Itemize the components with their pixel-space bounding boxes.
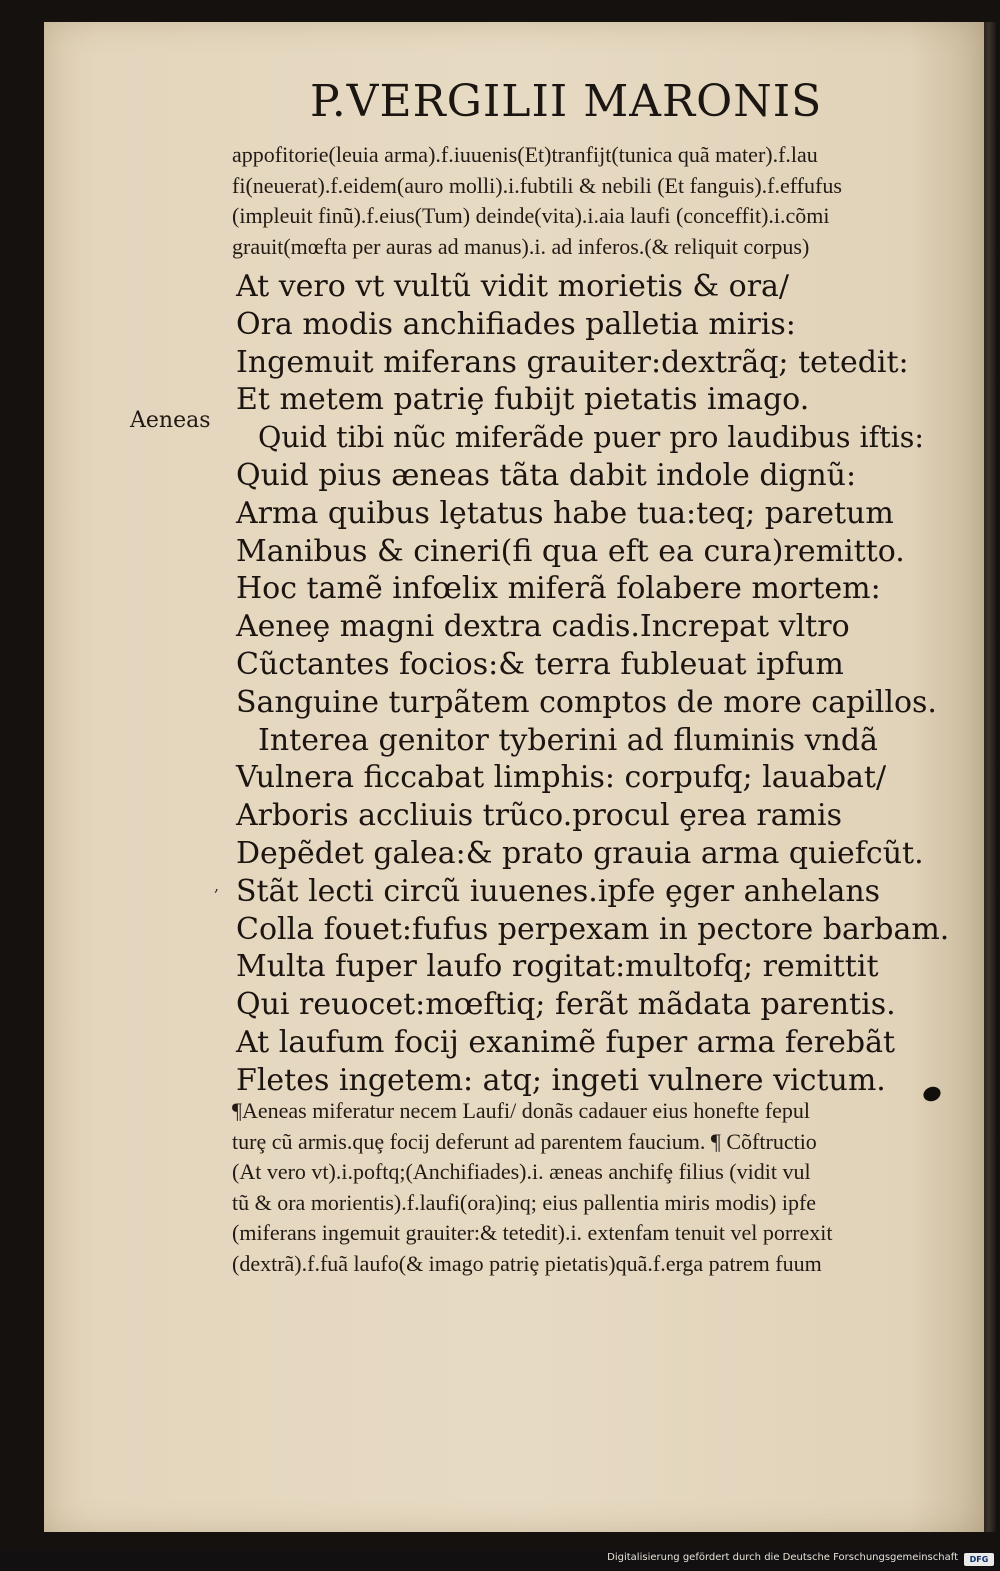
verse-line: Hoc tamẽ infœlix miferã folabere mortem: [236,571,881,607]
verse-line: Aeneȩ magni dextra cadis.Increpat vltro [236,609,850,645]
commentary-line: fi(neuerat).f.eidem(auro molli).i.fubtili & nebili (Et fanguis).f.effufus [232,172,842,198]
verse-line: Manibus & cineri(fi qua eft ea cura)remitto. [236,533,905,569]
verse-line: At laufum focij exanimẽ fuper arma ferebãt [236,1024,896,1060]
commentary-line: (miferans ingemuit grauiter:& tetedit).i. extenfam tenuit vel porrexit [232,1220,833,1245]
verse-line: Sanguine turpãtem comptos de more capillos. [236,684,937,720]
running-head: P.VERGILII MARONIS [310,76,823,127]
verse-line: Quid tibi nũc miferãde puer pro laudibus iftis: [258,421,924,455]
tick-mark: , [214,876,220,895]
verse-line: Colla fouet:fufus perpexam in pectore barbam. [236,911,950,947]
verse-line: At vero vt vultũ vidit morietis & ora/ [236,269,790,304]
verse-line: Cũctantes focios:& terra fubleuat ipfum [236,646,844,682]
commentary-line: (At vero vt).i.poftq;(Anchifiades).i. æneas anchifȩ filius (vidit vul [232,1159,811,1184]
verse-line: Fletes ingetem: atq; ingeti vulnere victum. [236,1062,886,1098]
verse-line: Arma quibus lȩtatus habe tua:teq; paretum [236,495,894,531]
commentary-line: turȩ cũ armis.quȩ focij deferunt ad parentem faucium. ¶ Cõftructio [232,1128,817,1154]
commentary-line: appofitorie(leuia arma).f.iuuenis(Et)tranfijt(tunica quã mater).f.lau [232,142,818,167]
verse-block [236,268,956,1100]
verse-line: Quid pius æneas tãta dabit indole dignũ: [236,457,857,493]
commentary-line: (dextrã).f.fuã laufo(& imago patriȩ pietatis)quã.f.erga patrem fuum [232,1250,822,1276]
commentary-line: grauit(mœfta per auras ad manus).i. ad inferos.(& reliquit corpus) [232,233,810,259]
verse-line: Multa fuper laufo rogitat:multofq; remittit [236,949,879,985]
verse-line: Ora modis anchifiades palletia miris: [236,306,796,342]
verse-line: Interea genitor tyberini ad fluminis vndã [258,722,878,758]
commentary-line: tũ & ora morientis).f.laufi(ora)inq; eius pallentia miris modis) ipfe [232,1189,817,1215]
page-edge [984,22,996,1532]
commentary-line: (impleuit finũ).f.eius(Tum) deinde(vita).i.aia laufi (conceffit).i.cõmi [232,203,830,228]
commentary-line: ¶Aeneas miferatur necem Laufi/ donãs cadauer eius honefte fepul [232,1098,811,1123]
verse-line: Depẽdet galea:& prato grauia arma quiefcũt. [236,835,924,871]
verse-line: Ingemuit miferans grauiter:dextrãq; tetedit: [236,344,909,380]
verse-line: Et metem patriȩ fubijt pietatis imago. [236,382,810,418]
marginal-note: Aeneas [130,408,211,433]
verse-line: Stãt lecti circũ iuuenes.ipfe ȩger anhelans [236,873,881,909]
dfg-logo-icon: DFG [964,1553,994,1566]
verse-line: Qui reuocet:mœftiq; ferãt mãdata parentis. [236,987,896,1023]
commentary-top [232,140,962,262]
footer-credit: Digitalisierung gefördert durch die Deutsche Forschungsgemeinschaft [607,1552,958,1563]
verse-line: Arboris accliuis trũco.procul ȩrea ramis [236,798,843,834]
verse-line: Vulnera ficcabat limphis: corpufq; lauabat/ [236,760,887,796]
commentary-bottom [232,1096,962,1279]
